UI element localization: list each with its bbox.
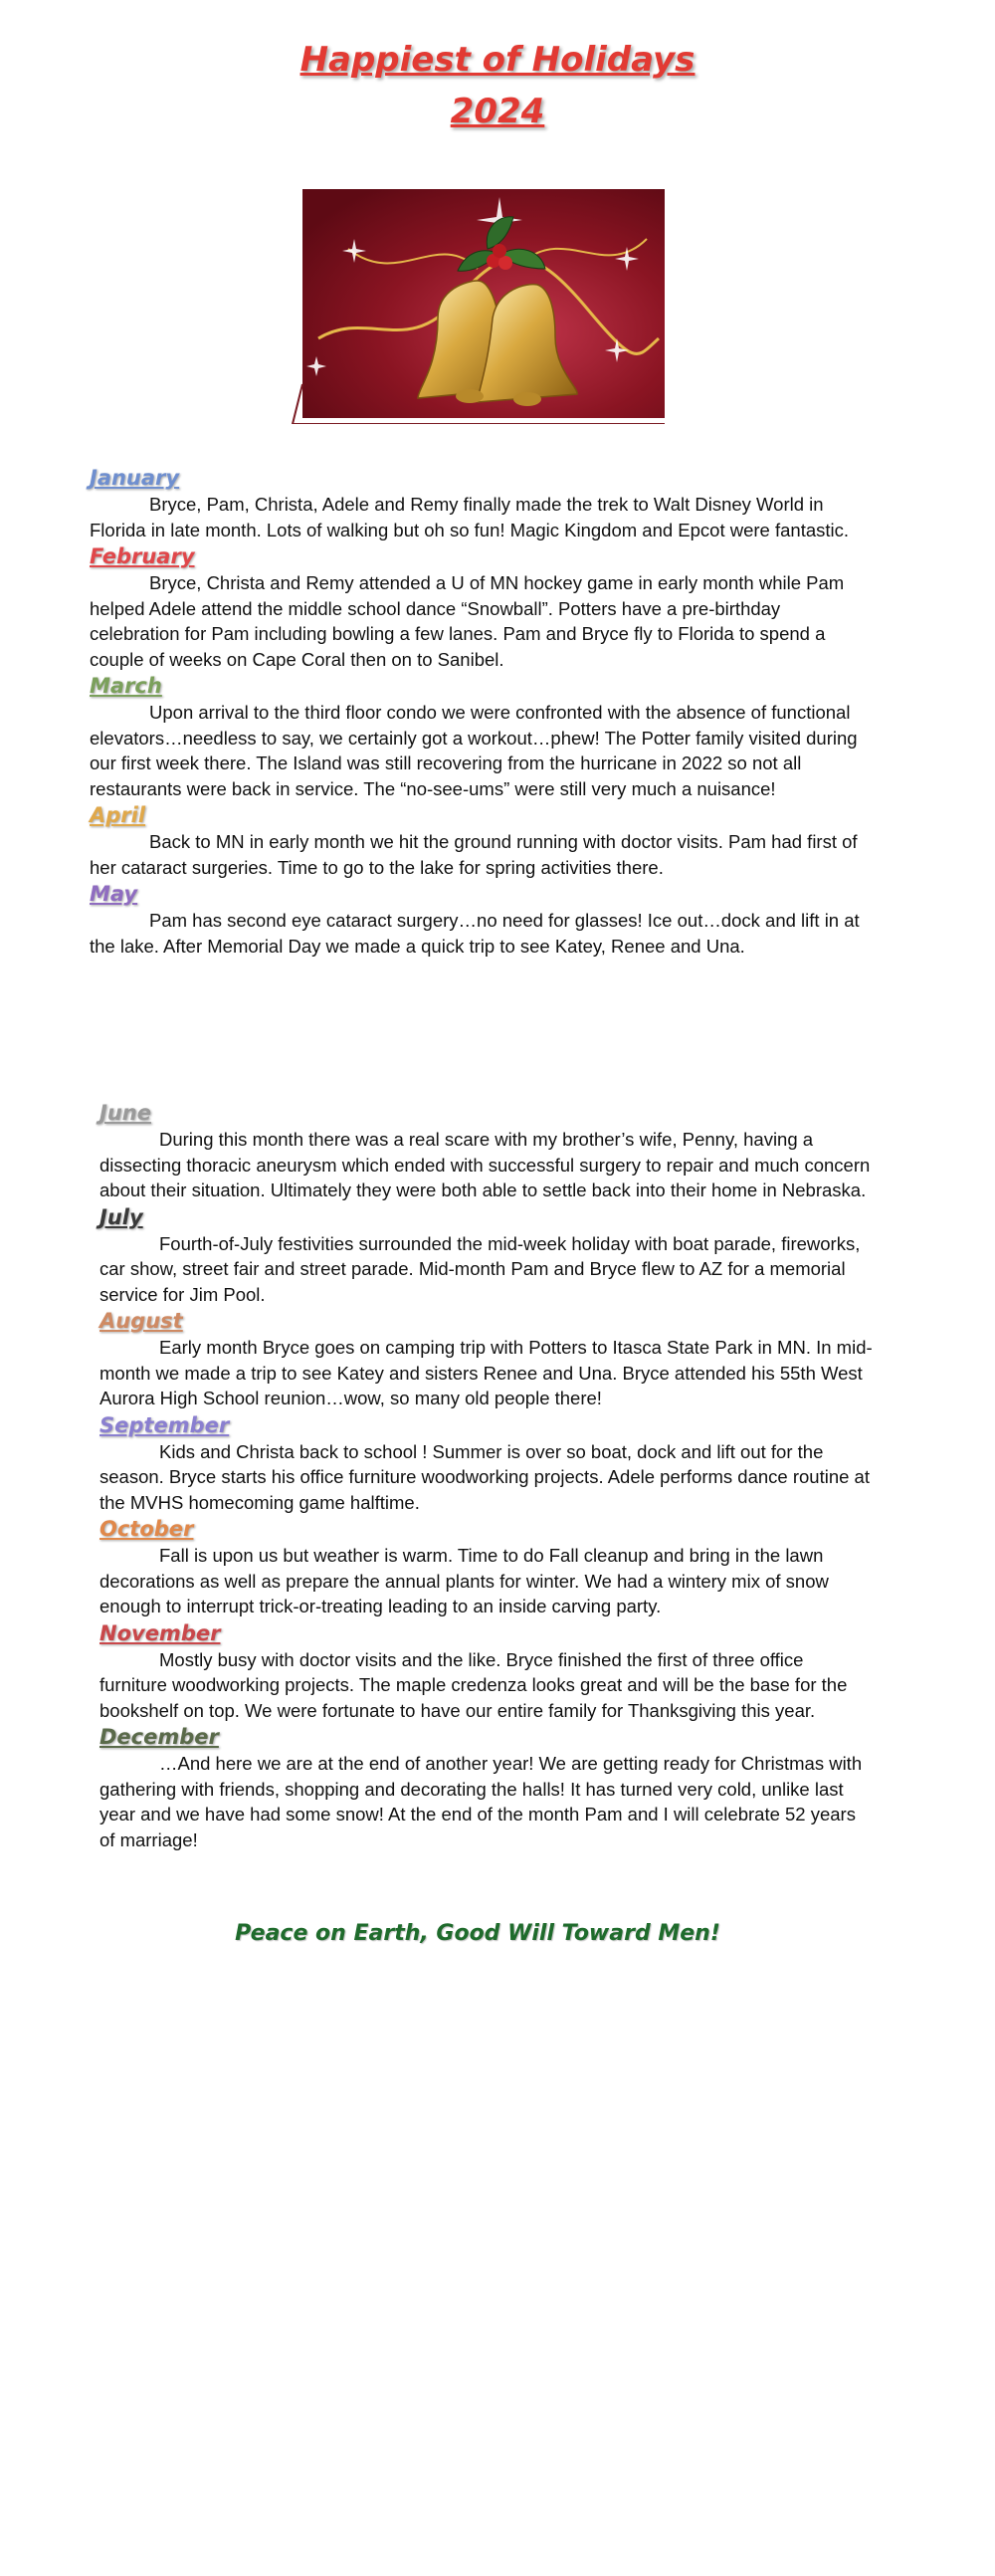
- month-section-march: [90, 672, 866, 801]
- month-heading: June: [100, 1101, 151, 1125]
- month-section-july: [100, 1203, 876, 1308]
- month-text: Back to MN in early month we hit the ground running with doctor visits. Pam had first of her cataract surgeries. Time to go to the lake for spring activities there.: [90, 831, 858, 878]
- month-text: Bryce, Pam, Christa, Adele and Remy finally made the trek to Walt Disney World in Florida in late month. Lots of walking but oh so fun! Magic Kingdom and Epcot were fantastic.: [90, 494, 850, 540]
- month-heading: August: [100, 1309, 183, 1333]
- month-text: During this month there was a real scare with my brother’s wife, Penny, having a dissecting thoracic aneurysm which ended with successful surgery to repair and much concern about their situation. Ultimately they were both able to settle back into their home in Nebraska.: [100, 1129, 871, 1200]
- month-text: Bryce, Christa and Remy attended a U of MN hockey game in early month while Pam helped Adele attend the middle school dance “Snowball”. Potters have a pre-birthday celebration for Pam including bowling a few lanes. Pam and Bryce fly to Florida to spend a couple of weeks on Cape Coral then on to Sanibel.: [90, 572, 845, 670]
- month-heading: May: [90, 882, 138, 906]
- month-text: Mostly busy with doctor visits and the like. Bryce finished the first of three office furniture woodworking projects. The maple credenza looks great and will be the base for the bookshelf on top. We were fortunate to have our entire family for Thanksgiving this year.: [100, 1648, 848, 1721]
- month-heading: July: [100, 1204, 143, 1229]
- month-section-january: [90, 464, 866, 542]
- month-heading: October: [100, 1517, 194, 1541]
- month-heading: December: [100, 1725, 219, 1749]
- months-first-half: [90, 464, 866, 959]
- months-second-half: [100, 1099, 876, 1852]
- month-section-august: [100, 1307, 876, 1411]
- month-heading: February: [90, 544, 195, 568]
- christmas-bells-icon: [289, 189, 665, 424]
- month-heading: April: [90, 803, 146, 827]
- month-section-april: [90, 801, 866, 880]
- month-text: Early month Bryce goes on camping trip with Potters to Itasca State Park in MN. In mid-month we made a trip to see Katey and sisters Renee and Una. Bryce attended his 55th West Aurora High School reunion…wow, so many old people there!: [100, 1337, 873, 1408]
- month-heading: January: [90, 466, 180, 490]
- month-section-november: [100, 1619, 876, 1724]
- month-text: …And here we are at the end of another year! We are getting ready for Christmas with gathering with friends, shopping and decorating the halls! It has turned very cold, unlike last year and we have had some snow! At the end of the month Pam and I will celebrate 52 years of marriage!: [100, 1753, 863, 1850]
- month-section-may: [90, 880, 866, 959]
- page-title: Happiest of Holidays: [299, 40, 696, 80]
- month-heading: November: [100, 1620, 221, 1645]
- month-heading: March: [90, 674, 162, 698]
- month-text: Fall is upon us but weather is warm. Time to do Fall cleanup and bring in the lawn decorations as well as prepare the annual plants for winter. We had a wintery mix of snow enough to interrupt trick-or-treating leading to an inside carving party.: [100, 1545, 829, 1616]
- month-text: Pam has second eye cataract surgery…no need for glasses! Ice out…dock and lift in at the lake. After Memorial Day we made a quick trip to see Katey, Renee and Una.: [90, 910, 860, 957]
- month-heading: September: [100, 1412, 230, 1437]
- month-section-december: [100, 1723, 876, 1852]
- month-text: Kids and Christa back to school ! Summer is over so boat, dock and lift out for the season. Bryce starts his office furniture woodworking projects. Adele performs dance routine at the MVHS homecoming game halftime.: [100, 1440, 870, 1513]
- month-text: Upon arrival to the third floor condo we were confronted with the absence of functional elevators…needless to say, we certainly got a workout…phew! The Potter family visited during our first week there. The Island was still recovering from the hurricane in 2022 so not all restaurants were back in service. The “no-see-ums” were still very much a nuisance!: [90, 702, 858, 799]
- closing-greeting: Peace on Earth, Good Will Toward Men!: [235, 1921, 720, 1946]
- page-title-year: 2024: [450, 92, 545, 131]
- month-section-september: [100, 1411, 876, 1516]
- month-section-october: [100, 1515, 876, 1619]
- month-section-february: [90, 542, 866, 672]
- month-text: Fourth-of-July festivities surrounded the mid-week holiday with boat parade, fireworks, car show, street fair and street parade. Mid-month Pam and Bryce flew to AZ for a memorial service for Jim Pool.: [100, 1232, 861, 1305]
- month-section-june: [100, 1099, 876, 1203]
